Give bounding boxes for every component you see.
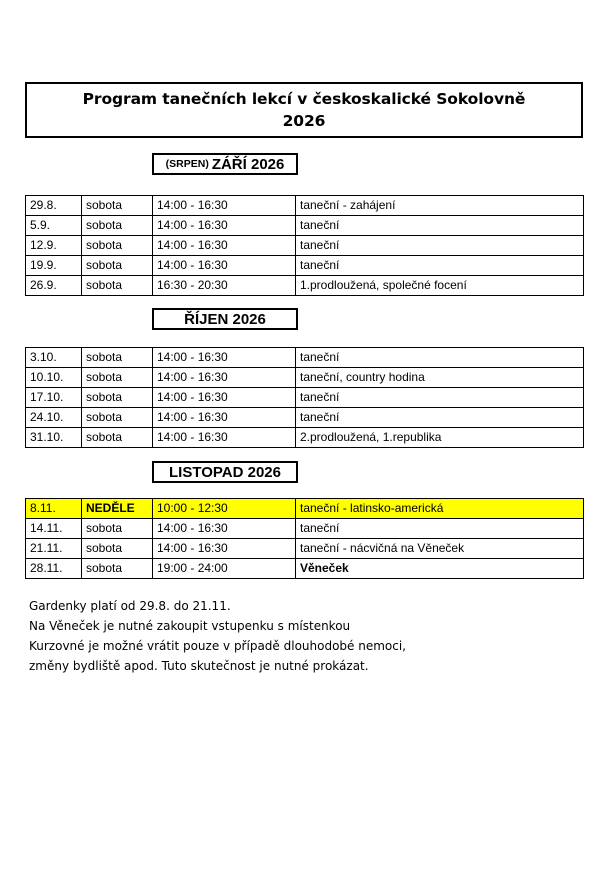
cell-note: taneční [296, 348, 584, 368]
cell-note: taneční - zahájení [296, 196, 584, 216]
month-header-september [152, 153, 298, 175]
schedule-table-november [25, 498, 584, 579]
cell-date: 5.9. [26, 216, 82, 236]
cell-date: 28.11. [26, 559, 82, 579]
cell-note: taneční [296, 256, 584, 276]
page-title-line-2: 2026 [282, 112, 326, 130]
cell-date: 8.11. [26, 499, 82, 519]
cell-day: sobota [82, 368, 153, 388]
note-line-3: Kurzovné je možné vrátit pouze v případě dlouhodobé nemoci, [29, 639, 406, 653]
cell-date: 19.9. [26, 256, 82, 276]
cell-day: sobota [82, 519, 153, 539]
note-line-2: Na Věneček je nutné zakoupit vstupenku s místenkou [29, 619, 351, 633]
schedule-table-september [25, 195, 584, 296]
cell-day: sobota [82, 559, 153, 579]
table-row [26, 388, 584, 408]
cell-time: 10:00 - 12:30 [153, 499, 296, 519]
cell-time: 14:00 - 16:30 [153, 348, 296, 368]
month-header-prefix-september: (SRPEN) [165, 157, 209, 170]
cell-time: 14:00 - 16:30 [153, 256, 296, 276]
month-header-label-november: LISTOPAD 2026 [169, 463, 281, 481]
table-row [26, 256, 584, 276]
note-line-1: Gardenky platí od 29.8. do 21.11. [29, 599, 231, 613]
cell-day: sobota [82, 256, 153, 276]
table-row [26, 428, 584, 448]
cell-note: 2.prodloužená, 1.republika [296, 428, 584, 448]
cell-date: 14.11. [26, 519, 82, 539]
cell-date: 17.10. [26, 388, 82, 408]
cell-time: 14:00 - 16:30 [153, 196, 296, 216]
table-row [26, 368, 584, 388]
cell-note: taneční [296, 408, 584, 428]
document-title-box [25, 82, 583, 138]
table-row [26, 276, 584, 296]
schedule-table-october [25, 347, 584, 448]
cell-time: 14:00 - 16:30 [153, 368, 296, 388]
cell-day: sobota [82, 428, 153, 448]
cell-day: sobota [82, 196, 153, 216]
note-line-4: změny bydliště apod. Tuto skutečnost je nutné prokázat. [29, 659, 369, 673]
cell-note: taneční, country hodina [296, 368, 584, 388]
cell-day: NEDĚLE [82, 499, 153, 519]
cell-time: 14:00 - 16:30 [153, 539, 296, 559]
cell-note: taneční [296, 216, 584, 236]
cell-date: 24.10. [26, 408, 82, 428]
table-row [26, 559, 584, 579]
cell-date: 29.8. [26, 196, 82, 216]
cell-note: taneční [296, 236, 584, 256]
cell-note: 1.prodloužená, společné focení [296, 276, 584, 296]
month-header-october [152, 308, 298, 330]
table-row [26, 539, 584, 559]
month-header-november [152, 461, 298, 483]
table-row [26, 408, 584, 428]
cell-day: sobota [82, 276, 153, 296]
cell-note: Věneček [296, 559, 584, 579]
month-header-label-october: ŘÍJEN 2026 [184, 310, 266, 328]
cell-date: 10.10. [26, 368, 82, 388]
cell-time: 14:00 - 16:30 [153, 428, 296, 448]
cell-day: sobota [82, 236, 153, 256]
table-row [26, 348, 584, 368]
table-row [26, 196, 584, 216]
cell-day: sobota [82, 348, 153, 368]
cell-date: 31.10. [26, 428, 82, 448]
cell-time: 14:00 - 16:30 [153, 236, 296, 256]
table-row [26, 236, 584, 256]
page-title-line-1: Program tanečních lekcí v českoskalické Sokolovně [82, 90, 526, 108]
cell-day: sobota [82, 539, 153, 559]
cell-time: 14:00 - 16:30 [153, 519, 296, 539]
cell-day: sobota [82, 408, 153, 428]
cell-time: 19:00 - 24:00 [153, 559, 296, 579]
cell-date: 12.9. [26, 236, 82, 256]
cell-day: sobota [82, 388, 153, 408]
table-row [26, 216, 584, 236]
cell-note: taneční [296, 388, 584, 408]
table-row-highlighted [26, 499, 584, 519]
cell-date: 3.10. [26, 348, 82, 368]
cell-date: 26.9. [26, 276, 82, 296]
cell-note: taneční [296, 519, 584, 539]
cell-date: 21.11. [26, 539, 82, 559]
cell-time: 14:00 - 16:30 [153, 408, 296, 428]
cell-time: 16:30 - 20:30 [153, 276, 296, 296]
month-header-label-september: ZÁŘÍ 2026 [211, 155, 285, 173]
cell-time: 14:00 - 16:30 [153, 388, 296, 408]
cell-time: 14:00 - 16:30 [153, 216, 296, 236]
footer-notes [29, 596, 549, 676]
cell-day: sobota [82, 216, 153, 236]
cell-note: taneční - latinsko-americká [296, 499, 584, 519]
cell-note: taneční - nácvičná na Věneček [296, 539, 584, 559]
table-row [26, 519, 584, 539]
